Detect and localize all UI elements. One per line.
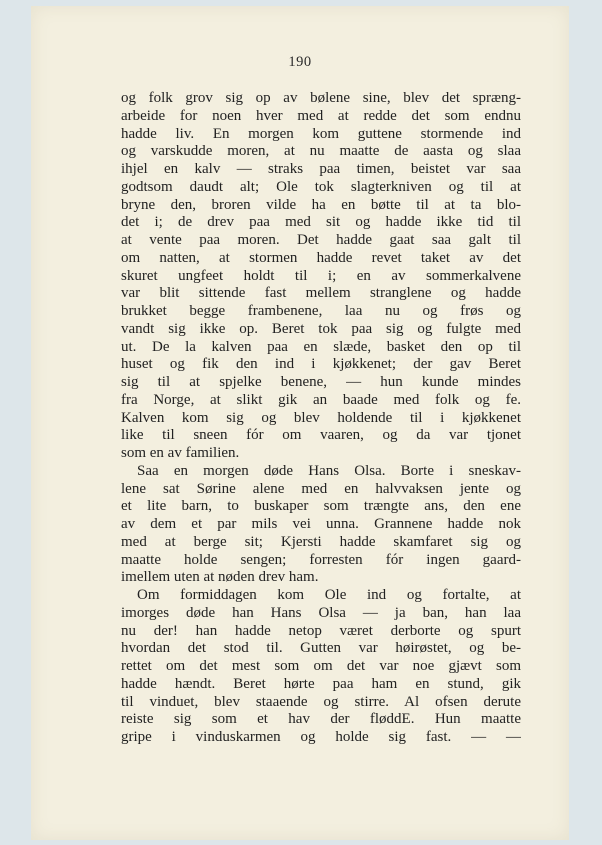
text-line: til vinduet, blev staaende og stirre. Al ofsen derute [121, 693, 521, 710]
text-line: hvordan det stod til. Gutten var høirøstet, og be- [121, 640, 521, 657]
page-number: 190 [288, 54, 312, 70]
text-line: det i; de drev paa med sit og hadde ikke tid til [121, 214, 521, 231]
text-line: at vente paa moren. Det hadde gaat saa galt til [121, 232, 521, 248]
text-line: Om formiddagen kom Ole ind og fortalte, at [137, 587, 521, 603]
text-line: godtsom daudt alt; Ole tok slagterkniven og til at [121, 178, 521, 195]
text-line: bryne den, broren vilde ha en bøtte til at ta blo- [121, 196, 521, 213]
text-line: gripe i vinduskarmen og holde sig fast. — — [121, 729, 521, 745]
text-line: og varskudde moren, at nu maatte de aasta og slaa [121, 143, 521, 160]
text-line: vandt sig ikke op. Beret tok paa sig og fulgte med [121, 320, 521, 337]
text-line: fra Norge, at slikt gik an baade med folk og fe. [121, 391, 521, 408]
text-line: skuret ungfeet holdt til i; en av sommerkalvene [121, 267, 521, 284]
text-line: arbeide for noen hver med at redde det som endnu [121, 107, 521, 124]
text-line: huset og fik den ind i kjøkkenet; der gav Beret [121, 356, 521, 373]
text-line: som en av familien. [121, 445, 240, 461]
text-line: med at berge sit; Kjersti hadde skamfaret sig og [121, 533, 521, 550]
text-line: og folk grov sig op av bølene sine, blev det spræng- [121, 90, 521, 106]
text-line: nu der! han hadde netop været derborte og spurt [121, 622, 521, 639]
text-line: var blit sittende fast mellem stranglene og hadde [121, 285, 521, 302]
text-line: imorges døde han Hans Olsa — ja ban, han laa [121, 604, 521, 621]
text-line: lene sat Sørine alene med en halvvaksen jente og [121, 480, 521, 497]
text-line: Kalven kom sig og blev holdende til i kjøkkenet [121, 409, 521, 426]
text-line: ihjel en kalv — straks paa timen, beistet var saa [121, 161, 521, 177]
text-line: hadde liv. En morgen kom guttene stormende ind [121, 125, 521, 142]
book-page [31, 6, 569, 840]
text-line: brukket begge frambenene, laa nu og frøs og [121, 303, 521, 319]
text-line: imellem uten at nøden drev ham. [121, 569, 319, 586]
text-line: rettet om det mest som om det var noe gjævt som [121, 658, 521, 674]
text-line: like til sneen fór om vaaren, og da var tjonet [121, 427, 521, 444]
text-line: sig til at spjelke benene, — hun kunde mindes [121, 374, 521, 390]
text-line: reiste sig som et hav der fløddE. Hun maatte [121, 711, 521, 728]
text-line: maatte holde sengen; forresten fór ingen gaard- [121, 551, 521, 568]
body-text [121, 90, 521, 747]
text-line: om natten, at stormen hadde revet taket av det [121, 249, 521, 266]
text-line: av dem et par mils vei unna. Grannene hadde nok [121, 516, 521, 532]
text-line: ut. De la kalven paa en slæde, basket den op til [121, 338, 521, 355]
text-line: hadde hændt. Beret hørte paa ham en stund, gik [121, 675, 521, 692]
text-line: et lite barn, to buskaper som trængte ans, den ene [121, 498, 521, 515]
text-line: Saa en morgen døde Hans Olsa. Borte i sneskav- [137, 462, 521, 479]
